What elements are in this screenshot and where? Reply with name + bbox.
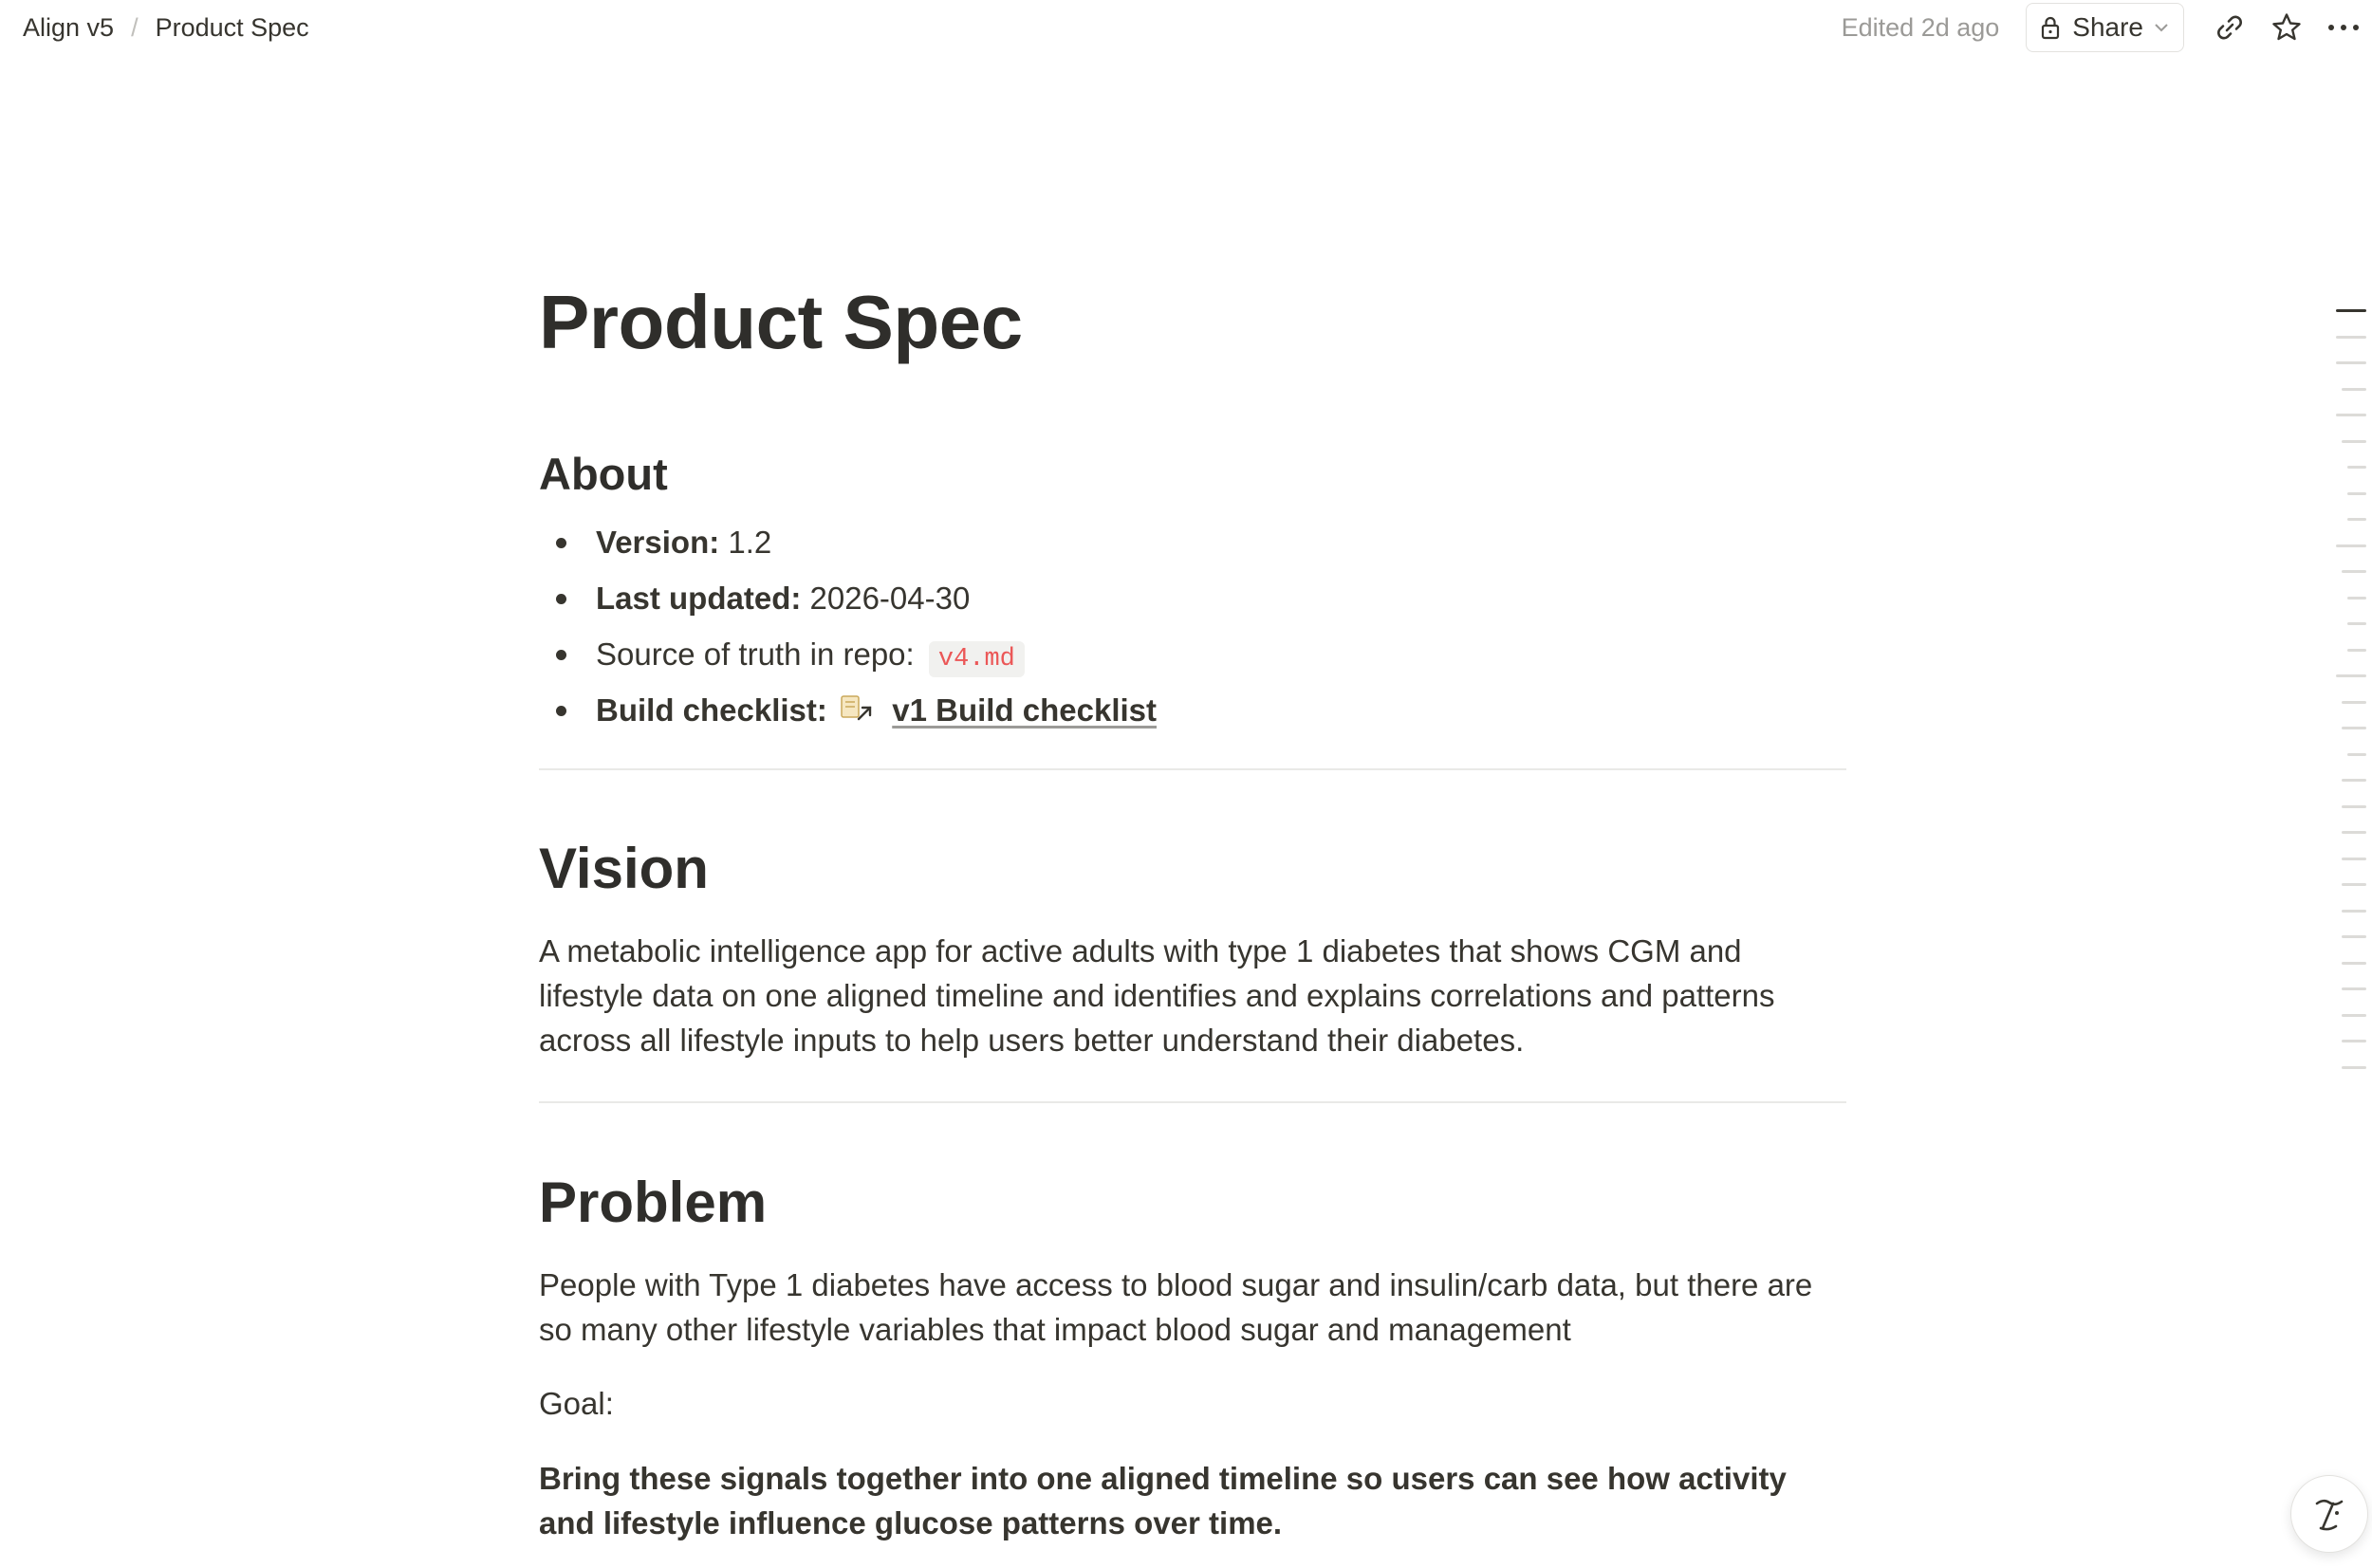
goal-label[interactable]: Goal: xyxy=(539,1386,614,1421)
share-label: Share xyxy=(2072,12,2143,42)
outline-tick[interactable] xyxy=(2347,597,2366,600)
breadcrumb-workspace[interactable]: Align v5 xyxy=(23,13,115,42)
lock-icon xyxy=(2040,15,2061,40)
divider xyxy=(539,768,1846,770)
problem-heading[interactable]: Problem xyxy=(539,1171,768,1234)
list-item-version[interactable] xyxy=(539,514,1846,570)
favorite-button[interactable] xyxy=(2262,3,2311,52)
list-item-build-checklist[interactable] xyxy=(539,682,1846,738)
outline-tick[interactable] xyxy=(2342,779,2366,782)
more-options-button[interactable] xyxy=(2319,3,2368,52)
ai-assistant-icon xyxy=(2307,1492,2351,1536)
page-title[interactable]: Product Spec xyxy=(539,280,1023,364)
list-item-source[interactable] xyxy=(539,626,1846,682)
about-heading[interactable]: About xyxy=(539,449,668,499)
outline-tick[interactable] xyxy=(2347,622,2366,625)
inline-code: v4.md xyxy=(929,641,1025,677)
vision-heading[interactable]: Vision xyxy=(539,837,709,900)
outline-tick[interactable] xyxy=(2336,414,2366,416)
outline-tick[interactable] xyxy=(2342,987,2366,990)
last-updated-label: Last updated: xyxy=(596,581,802,616)
list-item-last-updated[interactable] xyxy=(539,570,1846,626)
outline-tick[interactable] xyxy=(2342,1040,2366,1042)
copy-link-button[interactable] xyxy=(2205,3,2254,52)
outline-tick[interactable] xyxy=(2342,570,2366,573)
more-icon xyxy=(2325,11,2363,44)
outline-tick[interactable] xyxy=(2336,674,2366,677)
top-bar xyxy=(0,0,2372,55)
top-actions xyxy=(1842,0,2372,55)
outline-tick[interactable] xyxy=(2342,701,2366,704)
outline-tick[interactable] xyxy=(2347,492,2366,495)
link-icon xyxy=(2214,11,2246,44)
problem-text[interactable]: People with Type 1 diabetes have access to blood sugar and insulin/carb data, but there are so many other lifestyle variables that impact blood sugar and management xyxy=(539,1267,1813,1347)
outline-tick[interactable] xyxy=(2347,518,2366,521)
breadcrumb-separator: / xyxy=(131,13,139,42)
outline-tick[interactable] xyxy=(2342,388,2366,391)
build-checklist-link[interactable]: v1 Build checklist xyxy=(892,692,1158,728)
outline-tick[interactable] xyxy=(2342,935,2366,938)
page-link-icon xyxy=(840,692,878,725)
last-updated-value: 2026-04-30 xyxy=(809,581,971,616)
outline-tick[interactable] xyxy=(2347,753,2366,756)
document-body xyxy=(539,266,1846,1540)
outline-tick[interactable] xyxy=(2336,544,2366,547)
outline-tick[interactable] xyxy=(2342,883,2366,886)
share-button[interactable] xyxy=(2026,3,2184,52)
chevron-down-icon xyxy=(2153,21,2170,34)
goal-text[interactable]: Bring these signals together into one aligned timeline so users can see how activity and lifestyle influence glucose patterns over time. xyxy=(539,1461,1787,1540)
outline-tick[interactable] xyxy=(2347,649,2366,652)
outline-tick[interactable] xyxy=(2342,440,2366,443)
outline-tick[interactable] xyxy=(2342,910,2366,913)
version-value: 1.2 xyxy=(728,525,772,560)
version-label: Version: xyxy=(596,525,720,560)
divider xyxy=(539,1101,1846,1103)
edited-timestamp[interactable]: Edited 2d ago xyxy=(1841,12,2000,42)
outline-tick[interactable] xyxy=(2342,727,2366,729)
star-icon xyxy=(2270,11,2303,44)
build-checklist-label: Build checklist: xyxy=(596,692,827,728)
outline-tick[interactable] xyxy=(2347,466,2366,469)
outline-tick[interactable] xyxy=(2342,858,2366,860)
outline-tick[interactable] xyxy=(2336,336,2366,339)
vision-text[interactable]: A metabolic intelligence app for active adults with type 1 diabetes that shows CGM and lifestyle data on one aligned timeline and identifies and explains correlations and patterns across all lifestyle inputs to help users better understand their diabetes. xyxy=(539,933,1775,1058)
outline-tick[interactable] xyxy=(2342,962,2366,965)
breadcrumb xyxy=(23,11,309,45)
outline-tick[interactable] xyxy=(2342,1066,2366,1069)
outline-tick[interactable] xyxy=(2342,1014,2366,1017)
outline-tick[interactable] xyxy=(2336,361,2366,364)
about-list xyxy=(539,514,1846,738)
outline-tick[interactable] xyxy=(2336,309,2366,312)
outline-tick[interactable] xyxy=(2342,805,2366,808)
breadcrumb-page[interactable]: Product Spec xyxy=(155,13,309,42)
ai-assistant-button[interactable] xyxy=(2290,1475,2368,1553)
source-label: Source of truth in repo: xyxy=(596,636,915,672)
outline-tick[interactable] xyxy=(2342,831,2366,834)
